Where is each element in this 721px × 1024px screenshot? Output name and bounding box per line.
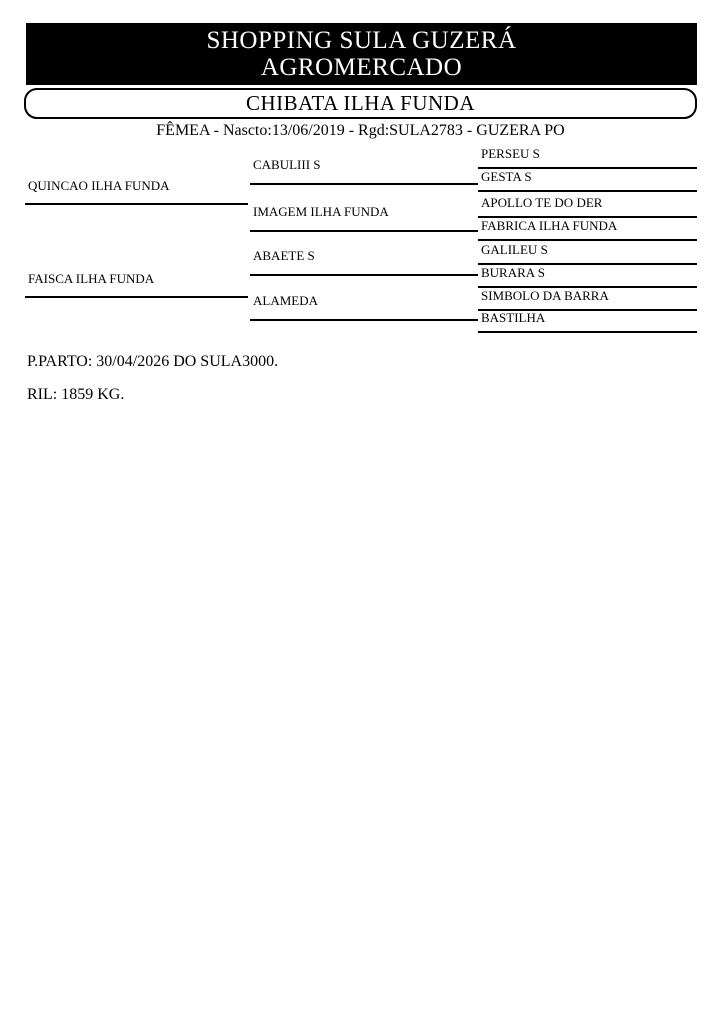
animal-details: FÊMEA - Nascto:13/06/2019 - Rgd:SULA2783 - GUZERA PO [156,122,565,139]
pedigree-cell-grandparent: IMAGEM ILHA FUNDA [250,204,478,232]
pedigree-cell-grandparent: CABULIII S [250,157,478,185]
pedigree-cell-great-grandparent: PERSEU S [478,146,697,169]
pedigree-cell-great-grandparent: FABRICA ILHA FUNDA [478,218,697,241]
pedigree-cell-great-grandparent: BURARA S [478,265,697,288]
pedigree-cell-great-grandparent: BASTILHA [478,310,697,333]
pedigree-cell-great-grandparent: APOLLO TE DO DER [478,195,697,218]
pedigree-cell-grandparent: ABAETE S [250,248,478,276]
header-title-line1: SHOPPING SULA GUZERÁ [206,27,517,54]
pedigree-cell-great-grandparent: GESTA S [478,169,697,192]
note-birth-forecast: P.PARTO: 30/04/2026 DO SULA3000. [27,353,279,370]
header-title-line2: AGROMERCADO [260,54,463,81]
pedigree-cell-grandparent: ALAMEDA [250,293,478,321]
note-weight: RIL: 1859 KG. [27,386,125,403]
pedigree-cell-sire: QUINCAO ILHA FUNDA [25,178,248,205]
pedigree-cell-dam: FAISCA ILHA FUNDA [25,271,248,298]
animal-name: CHIBATA ILHA FUNDA [246,91,475,115]
pedigree-tree [0,0,721,340]
pedigree-cell-great-grandparent: SIMBOLO DA BARRA [478,288,697,311]
pedigree-cell-great-grandparent: GALILEU S [478,242,697,265]
